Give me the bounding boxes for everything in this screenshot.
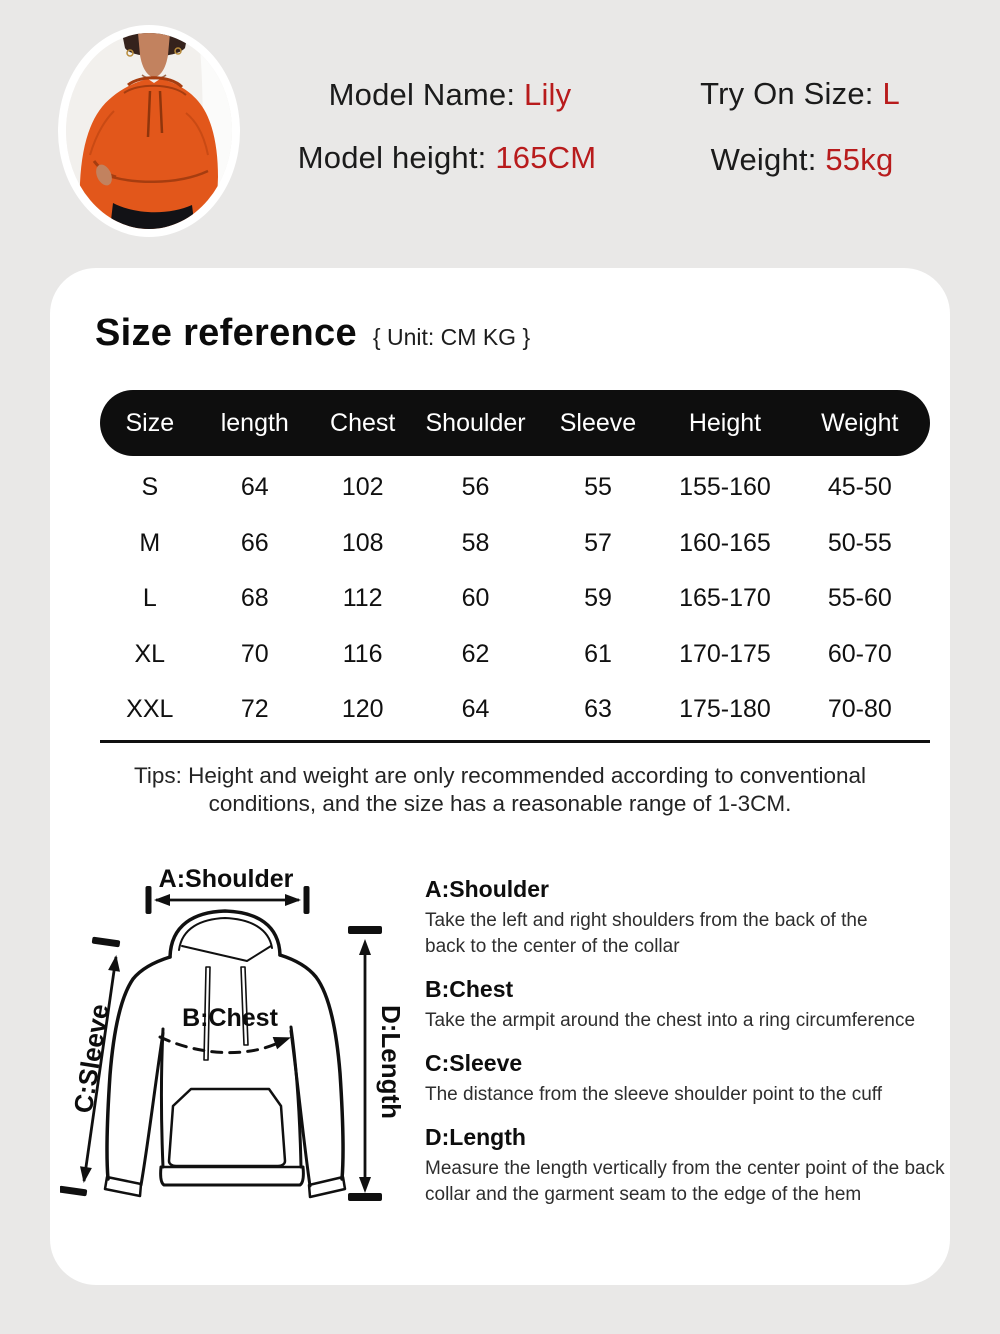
measurement-sleeve-title: C:Sleeve — [425, 1050, 523, 1076]
cell: 64 — [240, 473, 269, 502]
measurement-shoulder-title: A:Shoulder — [425, 876, 549, 902]
tips-text — [50, 762, 950, 817]
try-on-size-row — [640, 76, 960, 112]
cell: 116 — [342, 639, 383, 668]
cell: 70-80 — [827, 695, 892, 724]
col-shoulder: Shoulder — [425, 408, 526, 437]
table-row — [100, 571, 930, 627]
measurement-length-title: D:Length — [425, 1124, 526, 1150]
table-bottom-divider — [100, 740, 930, 743]
table-row — [100, 516, 930, 572]
diagram-chest-label: B:Chest — [182, 1004, 278, 1032]
weight-label: Weight: — [710, 142, 817, 177]
measurement-length-desc: Measure the length vertically from the center point of the back collar and the garment seam to the edge of the hem — [425, 1158, 945, 1205]
cell: 70 — [240, 639, 269, 668]
measurement-shoulder-desc: Take the left and right shoulders from the back of the back to the center of the collar — [425, 910, 868, 957]
measurement-descriptions — [425, 876, 985, 1224]
cell: 112 — [342, 584, 383, 613]
cell: 68 — [240, 584, 269, 613]
cell: 165-170 — [679, 584, 771, 613]
weight-value: 55kg — [825, 142, 894, 177]
cell: 45-50 — [827, 473, 892, 502]
model-name-value: Lily — [524, 77, 572, 112]
tips-line-1: Tips: Height and weight are only recommended according to conventional — [133, 763, 867, 788]
col-sleeve: Sleeve — [559, 408, 637, 437]
col-chest: Chest — [330, 408, 396, 437]
measurement-chest — [425, 976, 985, 1034]
cell: 72 — [240, 695, 269, 724]
diagram-shoulder-label: A:Shoulder — [158, 865, 294, 893]
measurement-chest-desc: Take the armpit around the chest into a ring circumference — [425, 1010, 916, 1031]
card-title-row — [95, 312, 530, 355]
cell: 160-165 — [679, 528, 771, 557]
tips-line-2: conditions, and the size has a reasonable range of 1-3CM. — [208, 790, 792, 816]
model-photo — [58, 25, 240, 237]
size-reference-card — [50, 268, 950, 1285]
cell: M — [139, 528, 161, 557]
col-length: length — [220, 408, 289, 437]
measurement-sleeve — [425, 1050, 985, 1108]
cell: L — [142, 584, 157, 613]
measurement-length — [425, 1124, 985, 1208]
table-row — [100, 682, 930, 738]
cell: 63 — [584, 695, 612, 724]
cell: 64 — [461, 695, 490, 724]
cell: 61 — [584, 639, 612, 668]
diagram-length-label: D:Length — [376, 1004, 406, 1120]
cell: 60-70 — [827, 639, 892, 668]
cell: 108 — [341, 528, 384, 557]
cell: 120 — [341, 695, 384, 724]
model-height-row — [267, 140, 627, 176]
size-table-body — [100, 460, 930, 738]
try-on-size-value: L — [882, 76, 900, 111]
cell: 170-175 — [679, 639, 771, 668]
card-title: Size reference — [95, 312, 357, 354]
model-height-value: 165CM — [495, 140, 597, 175]
col-weight: Weight — [821, 408, 899, 437]
cell: 58 — [461, 528, 490, 557]
hoodie-measurement-diagram — [60, 855, 420, 1233]
model-photo-illustration — [66, 33, 232, 229]
try-on-size-label: Try On Size: — [700, 76, 874, 111]
cell: 60 — [461, 584, 490, 613]
table-row — [100, 460, 930, 516]
size-table-header — [100, 390, 930, 456]
cell: 66 — [240, 528, 269, 557]
model-name-row — [270, 77, 630, 113]
measurement-chest-title: B:Chest — [425, 976, 514, 1002]
model-height-label: Model height: — [297, 140, 487, 175]
model-name-label: Model Name: — [328, 77, 516, 112]
col-size: Size — [125, 408, 175, 437]
cell: 57 — [584, 528, 612, 557]
cell: 59 — [584, 584, 612, 613]
cell: XXL — [126, 695, 174, 724]
table-row — [100, 627, 930, 683]
cell: 50-55 — [827, 528, 892, 557]
col-height: Height — [688, 408, 762, 437]
card-unit: { Unit: CM KG } — [372, 324, 531, 350]
cell: 155-160 — [679, 473, 771, 502]
cell: 175-180 — [679, 695, 771, 724]
cell: 55 — [584, 473, 612, 502]
cell: XL — [134, 639, 166, 668]
cell: 62 — [461, 639, 490, 668]
cell: S — [141, 473, 159, 502]
measurement-sleeve-desc: The distance from the sleeve shoulder point to the cuff — [425, 1084, 882, 1105]
cell: 102 — [341, 473, 384, 502]
diagram-sleeve-label: C:Sleeve — [67, 1001, 115, 1116]
measurement-shoulder — [425, 876, 985, 960]
cell: 55-60 — [827, 584, 892, 613]
weight-row — [642, 142, 962, 178]
cell: 56 — [461, 473, 490, 502]
